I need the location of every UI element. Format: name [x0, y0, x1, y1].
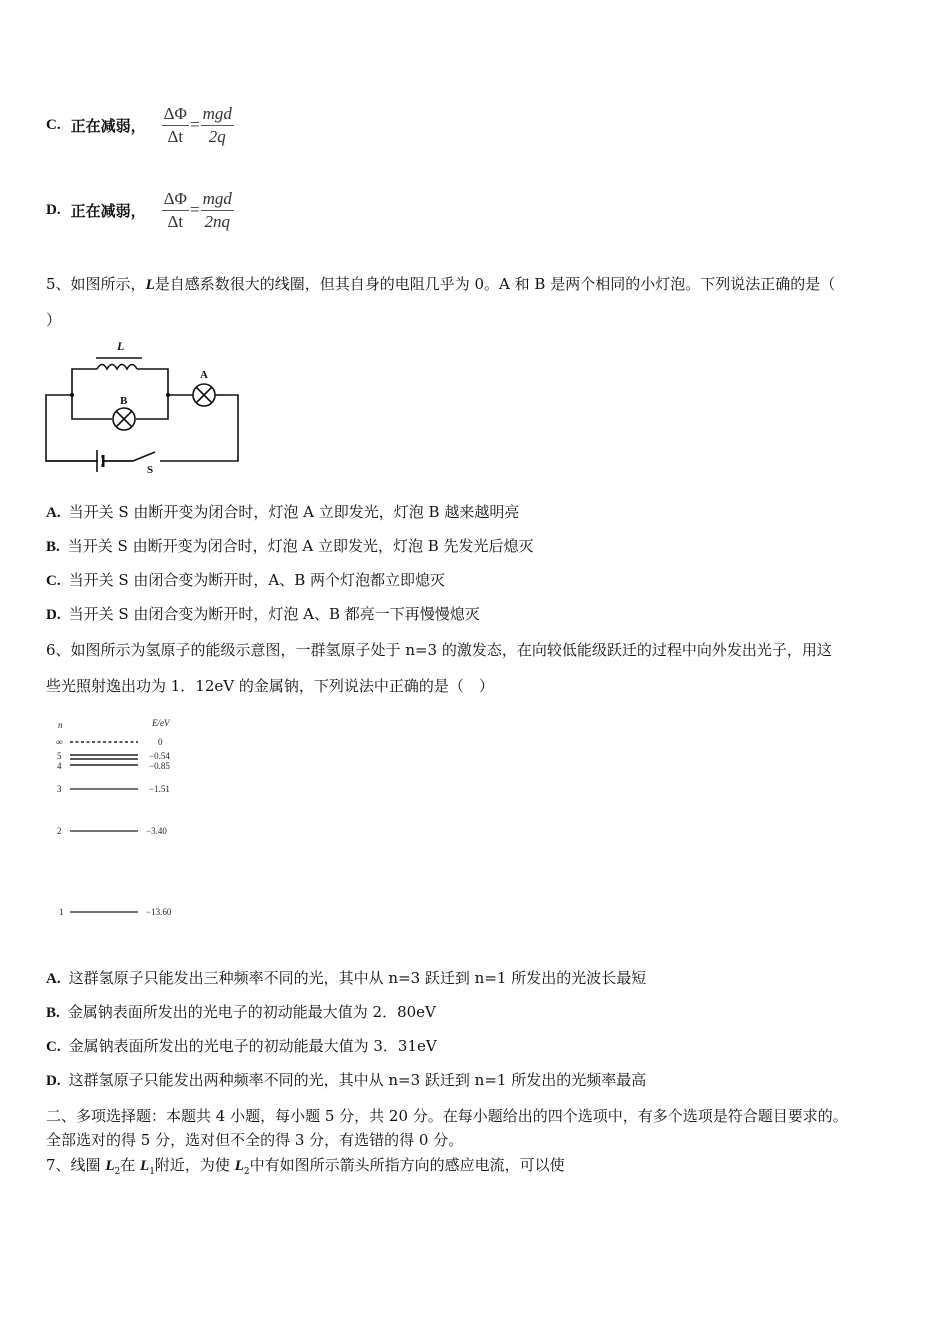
section2-instructions-line1: 二、多项选择题：本题共 4 小题，每小题 5 分，共 20 分。在每小题给出的四个选项中，有多个选项是符合题目要求的。 [46, 1107, 848, 1125]
svg-text:∞: ∞ [56, 737, 63, 747]
q5-option-d: D. 当开关 S 由闭合变为断开时，灯泡 A、B 都亮一下再慢慢熄灭 [46, 605, 480, 623]
svg-text:−0.85: −0.85 [149, 761, 170, 771]
q6-option-b: B. 金属钠表面所发出的光电子的初动能最大值为 2．80eV [46, 1003, 436, 1021]
option-text: 正在减弱， [70, 116, 146, 135]
bulb-a-label: A [200, 369, 208, 381]
q6-stem-line1: 6、如图所示为氢原子的能级示意图，一群氢原子处于 n=3 的激发态，在向较低能级跃迁的过程中向外发出光子，用这 [46, 641, 832, 659]
svg-text:0: 0 [158, 737, 163, 747]
switch-label: S [147, 464, 154, 476]
svg-text:−1.51: −1.51 [149, 784, 170, 794]
circuit-diagram [40, 338, 250, 478]
formula: $\frac{\Delta\Phi}{\Delta t}$ = $\frac{\text{mgd}}{2nq}$ [163, 188, 232, 231]
svg-text:−0.54: −0.54 [149, 751, 170, 761]
q7-stem: 7、线圈 $L_2$在 $L_1$附近，为使 $L_2$中有如图所示箭头所指方向的感应电流，可以使 [46, 1156, 565, 1177]
energy-level-diagram [52, 716, 182, 926]
q4-option-d [46, 185, 234, 235]
option-text: 正在减弱， [70, 201, 146, 220]
q5-stem: 5、如图所示，L是自感系数很大的线圈，但其自身的电阻几乎为 0。A 和 B 是两个相同的小灯泡。下列说法正确的是（ [46, 275, 836, 293]
n-header: n [58, 720, 63, 730]
q6-option-d: D. 这群氢原子只能发出两种频率不同的光，其中从 n=3 跃迁到 n=1 所发出的光频率最高 [46, 1071, 647, 1089]
section2-instructions-line2: 全部选对的得 5 分，选对但不全的得 3 分，有选错的得 0 分。 [46, 1131, 464, 1149]
q5-option-c: C. 当开关 S 由闭合变为断开时，A、B 两个灯泡都立即熄灭 [46, 571, 446, 589]
bulb-b-label: B [120, 395, 128, 407]
svg-text:2: 2 [57, 826, 62, 836]
q5-stem-close: ） [46, 311, 62, 329]
q6-option-c: C. 金属钠表面所发出的光电子的初动能最大值为 3．31eV [46, 1037, 437, 1055]
svg-text:4: 4 [57, 761, 62, 771]
option-letter: C. [46, 116, 61, 133]
formula: $\frac{\Delta\Phi}{\Delta t}$ = $\frac{\text{mgd}}{2q}$ [163, 103, 232, 146]
svg-text:5: 5 [57, 751, 62, 761]
q5-option-b: B. 当开关 S 由断开变为闭合时，灯泡 A 立即发光，灯泡 B 先发光后熄灭 [46, 537, 534, 555]
svg-text:−13.60: −13.60 [146, 907, 172, 917]
svg-text:3: 3 [57, 784, 62, 794]
q4-option-c [46, 100, 234, 150]
energy-header: E/eV [152, 718, 170, 728]
q6-option-a: A. 这群氢原子只能发出三种频率不同的光，其中从 n=3 跃迁到 n=1 所发出的光波长最短 [46, 969, 647, 987]
svg-text:−3.40: −3.40 [146, 826, 167, 836]
q6-stem-line2: 些光照射逸出功为 1．12eV 的金属钠，下列说法中正确的是（ ） [46, 677, 494, 695]
svg-text:1: 1 [59, 907, 64, 917]
q5-option-a: A. 当开关 S 由断开变为闭合时，灯泡 A 立即发光，灯泡 B 越来越明亮 [46, 503, 520, 521]
option-letter: D. [46, 201, 61, 218]
inductor-label: L [117, 339, 125, 353]
